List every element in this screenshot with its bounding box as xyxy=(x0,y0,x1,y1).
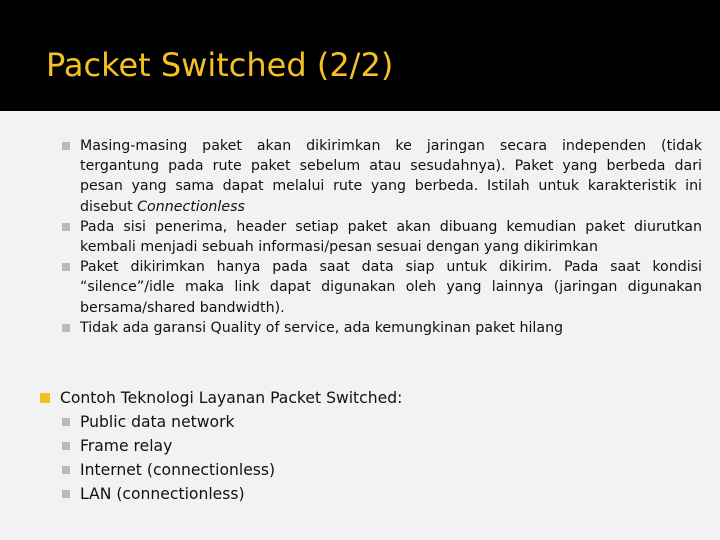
square-bullet-icon xyxy=(62,442,70,450)
example-text: Frame relay xyxy=(80,437,173,455)
example-text: Internet (connectionless) xyxy=(80,461,276,479)
square-bullet-icon xyxy=(62,490,70,498)
list-item xyxy=(62,410,275,434)
points-list xyxy=(62,136,702,338)
list-item xyxy=(62,136,702,217)
point-text: Paket dikirimkan hanya pada saat data siap untuk dikirim. Pada saat kondisi “silence”/idle maka link dapat digunakan oleh yang lainnya (jaringan digunakan bersama/shared bandwidth). xyxy=(80,259,702,316)
square-bullet-icon xyxy=(62,324,70,332)
examples-heading-item xyxy=(40,386,700,410)
example-text: LAN (connectionless) xyxy=(80,485,245,503)
list-item xyxy=(62,482,275,506)
square-bullet-icon xyxy=(62,418,70,426)
list-item xyxy=(62,434,275,458)
square-bullet-icon xyxy=(62,263,70,271)
point-text: Pada sisi penerima, header setiap paket akan dibuang kemudian paket diurutkan kembali menjadi sebuah informasi/pesan sesuai dengan yang dikirimkan xyxy=(80,218,702,256)
square-bullet-icon xyxy=(62,142,70,150)
square-bullet-icon xyxy=(62,223,70,231)
example-text: Public data network xyxy=(80,413,235,431)
list-item xyxy=(62,458,275,482)
list-item xyxy=(62,318,702,338)
square-bullet-icon xyxy=(40,393,50,403)
examples-list xyxy=(62,410,275,506)
list-item xyxy=(62,217,702,257)
point-text: Masing-masing paket akan dikirimkan ke jaringan secara independen (tidak tergantung pada rute paket sebelum atau sesudahnya). Paket yang berbeda dari pesan yang sama dapat melalui rute yang berbeda. Istilah untuk karakteristik ini disebut xyxy=(80,138,702,215)
point-emphasis: Connectionless xyxy=(137,198,245,215)
list-item xyxy=(62,257,702,318)
point-text: Tidak ada garansi Quality of service, ada kemungkinan paket hilang xyxy=(80,319,564,336)
slide-title: Packet Switched (2/2) xyxy=(46,46,394,84)
examples-heading: Contoh Teknologi Layanan Packet Switched: xyxy=(60,389,403,407)
square-bullet-icon xyxy=(62,466,70,474)
